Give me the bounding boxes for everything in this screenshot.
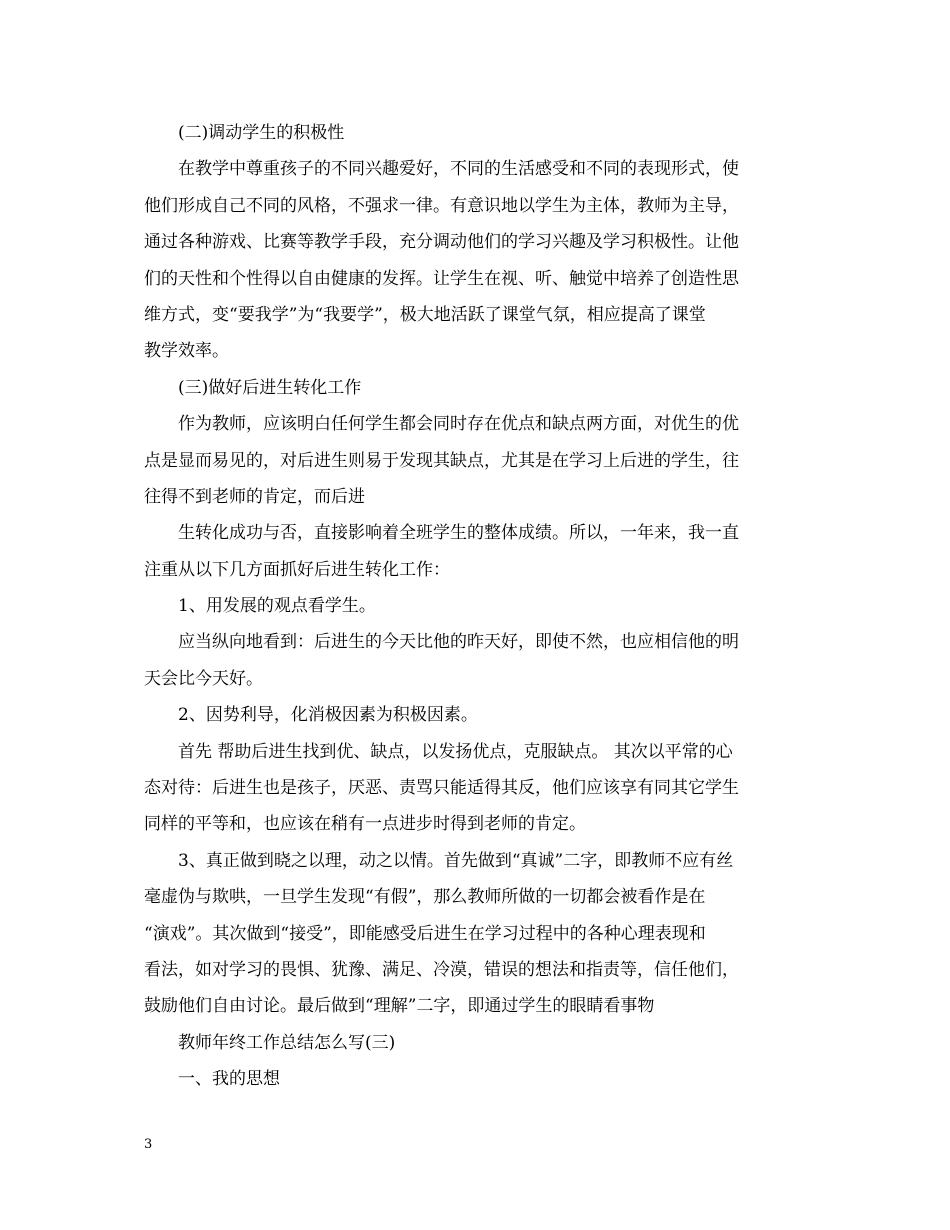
page-number: 3 (144, 1137, 153, 1152)
text-line: 他们形成自己不同的风格，不强求一律。有意识地以学生为主体，教师为主导， (144, 195, 739, 216)
text-line: (二)调动学生的积极性 (178, 123, 345, 143)
text-line: 维方式，变“要我学”为“我要学”，极大地活跃了课堂气氛，相应提高了课堂 (144, 304, 706, 325)
text-line: (三)做好后进生转化工作 (178, 377, 362, 398)
text-line: 应当纵向地看到：后进生的今天比他的昨天好，即使不然，也应相信他的明 (178, 632, 739, 653)
text-line: 一、我的思想 (178, 1069, 280, 1090)
text-line: 天会比今天好。 (144, 668, 263, 689)
text-line: 教师年终工作总结怎么写(三) (178, 1032, 396, 1053)
text-line: 1、用发展的观点看学生。 (178, 596, 376, 617)
text-line: 首先 帮助后进生找到优、缺点，以发扬优点，克服缺点。 其次以平常的心 (178, 741, 733, 762)
text-line: 在教学中尊重孩子的不同兴趣爱好，不同的生活感受和不同的表现形式，使 (178, 159, 739, 180)
text-line: 教学效率。 (144, 341, 229, 362)
text-line: 同样的平等和，也应该在稍有一点进步时得到老师的肯定。 (144, 814, 586, 835)
text-line: 往得不到老师的肯定，而后进 (144, 486, 365, 507)
text-line: 态对待：后进生也是孩子，厌恶、责骂只能适得其反，他们应该享有同其它学生 (144, 778, 739, 799)
text-line: 3、真正做到晓之以理，动之以情。首先做到“真诚”二字，即教师不应有丝 (178, 850, 734, 871)
text-line: 2、因势利导，化消极因素为积极因素。 (178, 705, 478, 726)
text-line: “演戏”。其次做到“接受”，即能感受后进生在学习过程中的各种心理表现和 (144, 923, 706, 944)
text-line: 鼓励他们自由讨论。最后做到“理解”二字，即通过学生的眼睛看事物 (144, 996, 655, 1017)
text-line: 通过各种游戏、比赛等教学手段，充分调动他们的学习兴趣及学习积极性。让他 (144, 232, 739, 253)
text-line: 注重从以下几方面抓好后进生转化工作： (144, 559, 450, 580)
text-line: 毫虚伪与欺哄，一旦学生发现“有假”，那么教师所做的一切都会被看作是在 (144, 887, 706, 908)
text-line: 作为教师，应该明白任何学生都会同时存在优点和缺点两方面，对优生的优 (178, 414, 739, 435)
text-line: 们的天性和个性得以自由健康的发挥。让学生在视、听、触觉中培养了创造性思 (144, 268, 739, 289)
text-line: 看法，如对学习的畏惧、犹豫、满足、冷漠，错误的想法和指责等，信任他们， (144, 959, 739, 980)
document-body (144, 115, 810, 1098)
text-line: 点是显而易见的，对后进生则易于发现其缺点，尤其是在学习上后进的学生，往 (144, 450, 739, 471)
text-line: 生转化成功与否，直接影响着全班学生的整体成绩。所以，一年来，我一直 (178, 523, 739, 544)
